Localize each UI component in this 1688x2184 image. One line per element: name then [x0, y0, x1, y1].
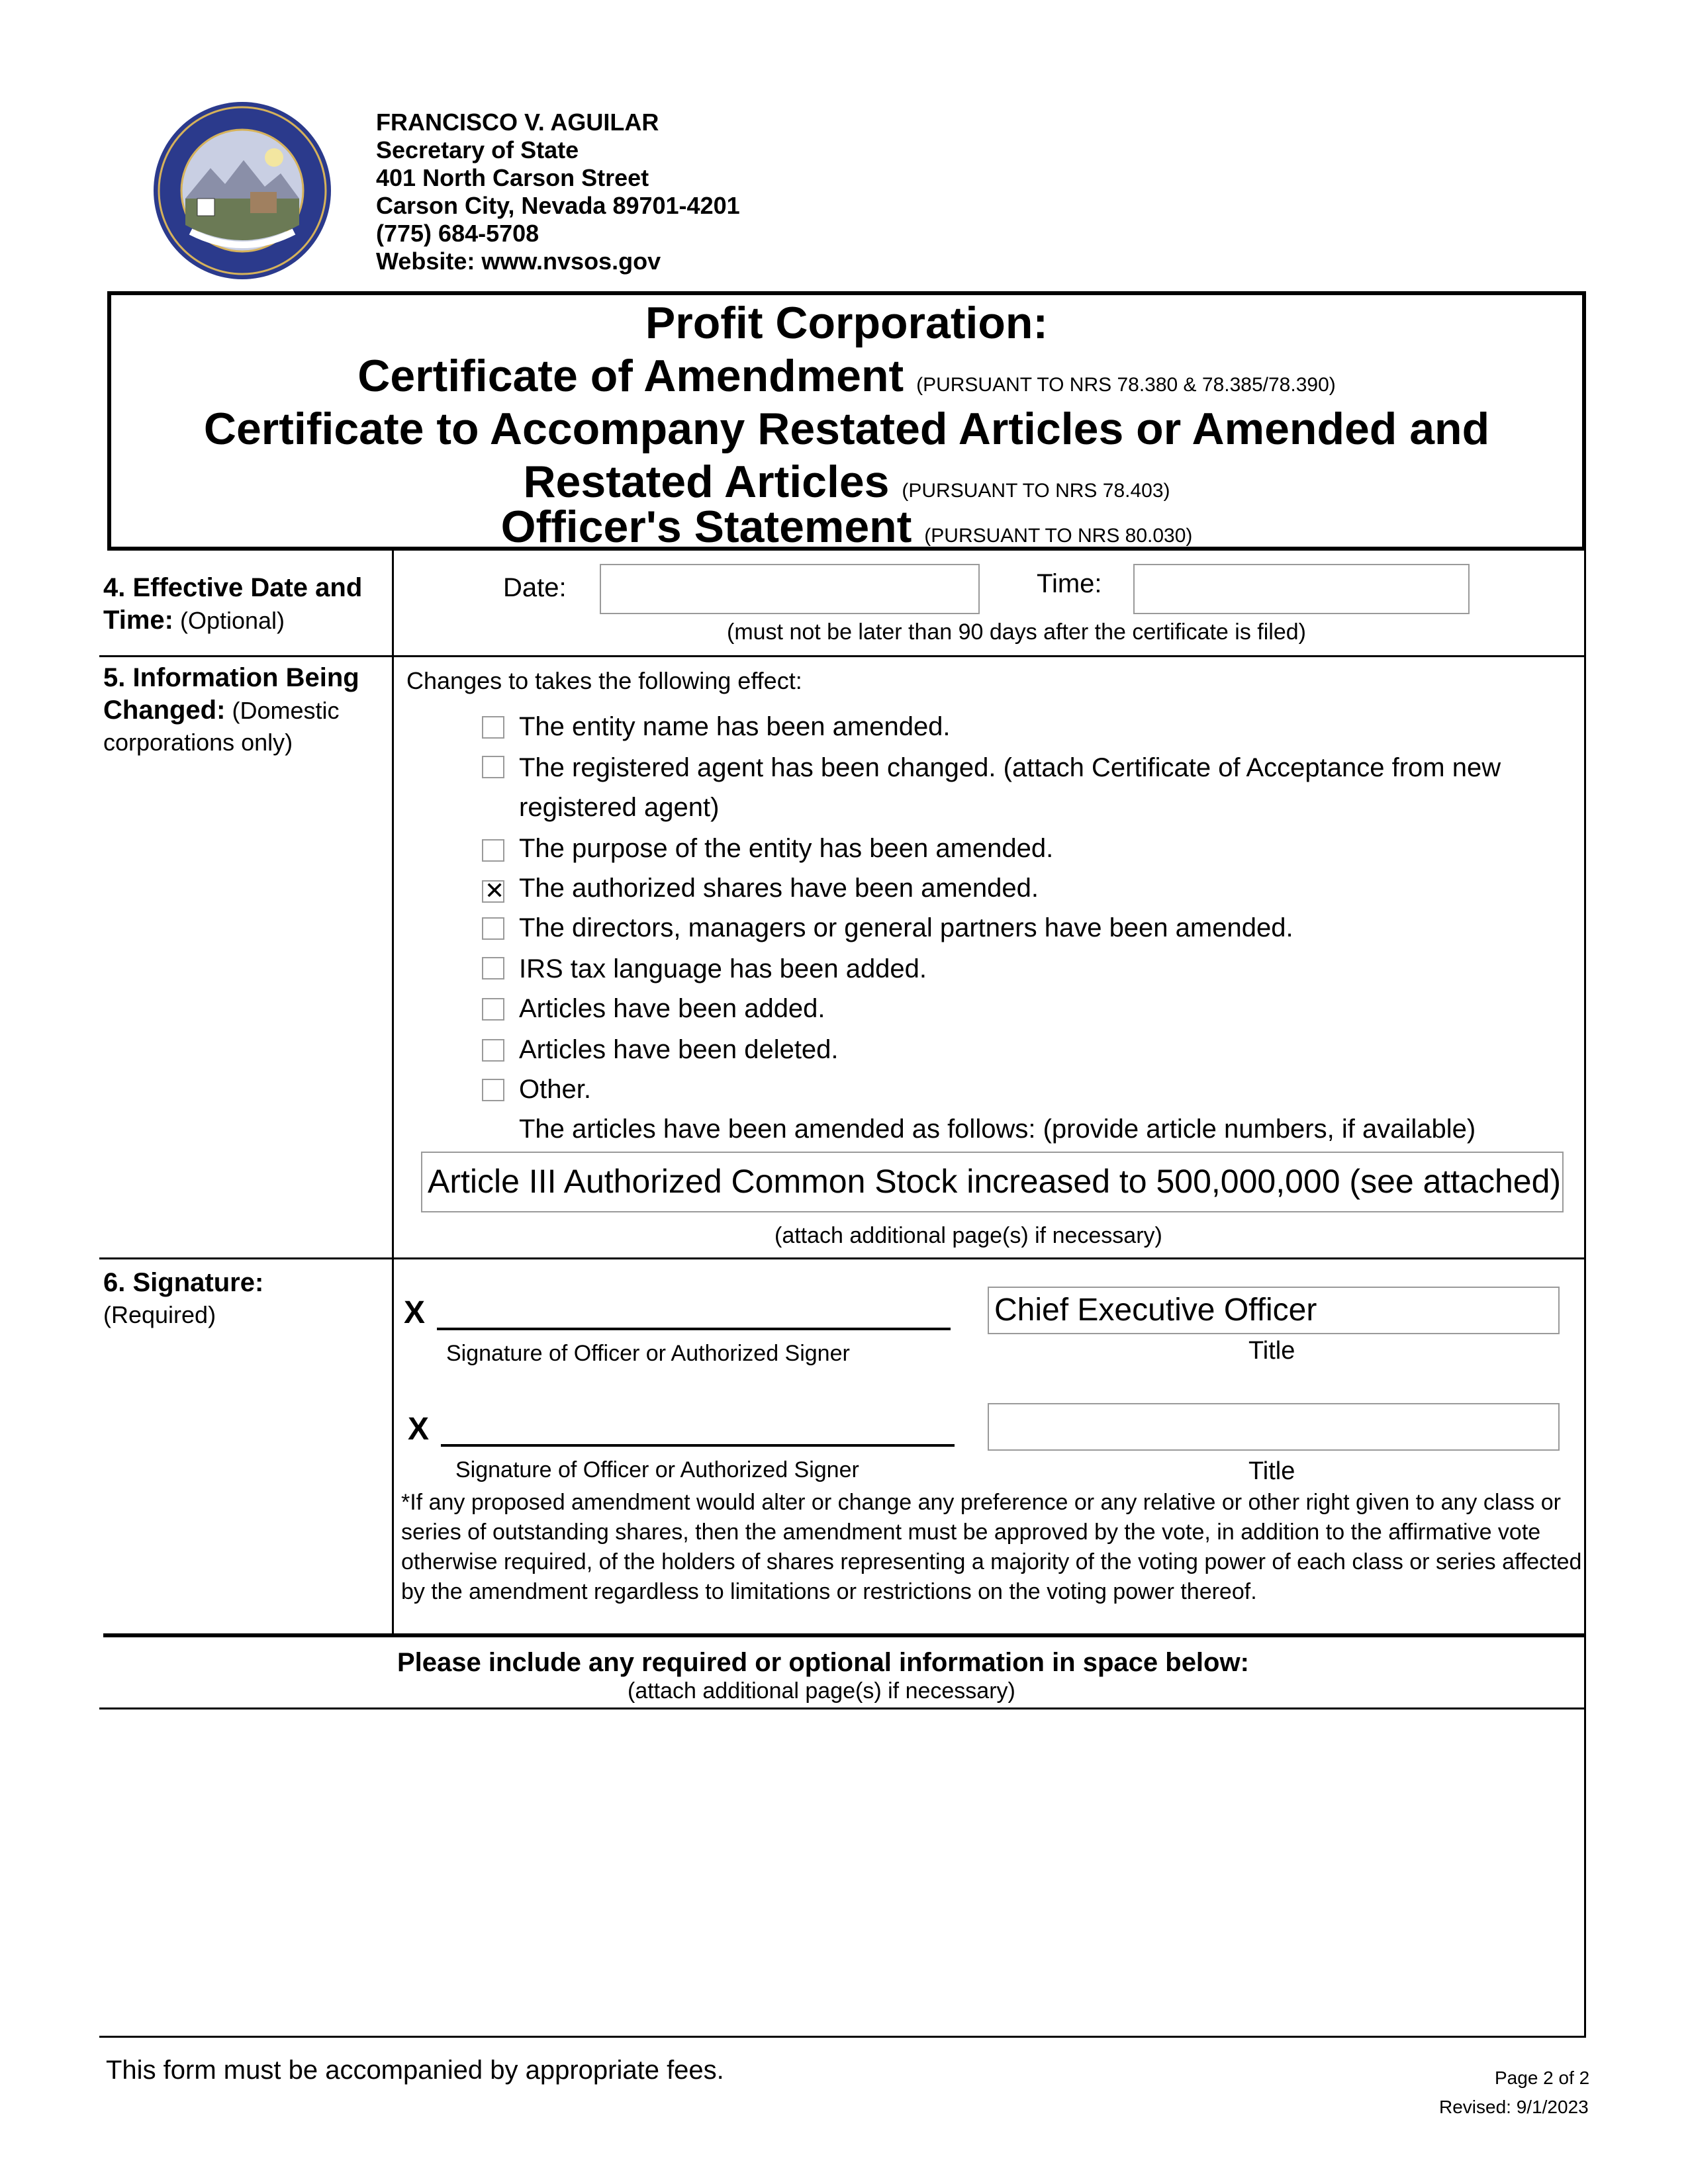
amendment-footnote: *If any proposed amendment would alter or change any preference or any relative or other right given to any class or series of outstanding shares, then the amendment must be approved by the vote, in addition to the affirmative vote otherwise required, of the holders of shares representing a majority of the voting power of each class or series affected by the amendment regardless to limitations or restrictions on the voting power thereof. [401, 1490, 1582, 1604]
checkbox-directors[interactable] [482, 917, 504, 940]
signature-caption-1: Signature of Officer or Authorized Signer [446, 1341, 850, 1366]
revised-date: Revised: 9/1/2023 [1439, 2097, 1589, 2117]
title-line-5-note: (PURSUANT TO NRS 80.030) [924, 525, 1193, 547]
checkbox-articles-added[interactable] [482, 998, 504, 1021]
option-label: The registered agent has been changed. (attach Certificate of Acceptance from new [519, 753, 1501, 782]
attach-note: (attach additional page(s) if necessary) [774, 1223, 1162, 1248]
official-title: Secretary of State [376, 136, 579, 163]
title-line-4: Restated Articles (PURSUANT TO NRS 78.403) [523, 457, 1170, 507]
thick-divider [103, 1633, 1586, 1637]
extra-info-area[interactable] [99, 1710, 1582, 2033]
city-line: Carson City, Nevada 89701-4201 [376, 192, 740, 219]
title-line-2-note: (PURSUANT TO NRS 78.380 & 78.385/78.390) [916, 374, 1336, 396]
time-label: Time: [1037, 569, 1102, 598]
date-label: Date: [503, 573, 567, 602]
signature-line-1[interactable] [437, 1328, 951, 1330]
extra-info-note: (attach additional page(s) if necessary) [628, 1678, 1015, 1704]
date-field[interactable] [600, 564, 980, 614]
option-label: The entity name has been amended. [519, 712, 951, 741]
title-line-3: Certificate to Accompany Restated Articles or Amended and [203, 404, 1490, 454]
signature-x-1: X [404, 1295, 426, 1330]
checkbox-authorized-shares[interactable] [482, 877, 505, 904]
title-field-1[interactable]: Chief Executive Officer [988, 1287, 1560, 1334]
checkbox-articles-deleted[interactable] [482, 1039, 504, 1062]
checkbox-registered-agent[interactable] [482, 756, 504, 778]
label-column-divider [392, 551, 394, 1636]
section-5-label: 5. Information Being Changed: (Domestic corporations only) [103, 663, 359, 756]
title-line-4-note: (PURSUANT TO NRS 78.403) [902, 480, 1170, 502]
title-caption-2: Title [1248, 1457, 1295, 1485]
section-6-label: 6. Signature: (Required) [103, 1268, 264, 1328]
signature-line-2[interactable] [441, 1444, 955, 1447]
amended-intro: The articles have been amended as follows: (provide article numbers, if available) [519, 1115, 1476, 1144]
title-line-1: Profit Corporation: [645, 298, 1049, 348]
date-time-note: (must not be later than 90 days after the certificate is filed) [727, 619, 1306, 645]
changes-intro: Changes to takes the following effect: [406, 667, 802, 694]
fees-notice: This form must be accompanied by appropriate fees. [106, 2056, 724, 2085]
signature-x-2: X [408, 1412, 430, 1447]
title-line-5: Officer's Statement (PURSUANT TO NRS 80.030) [500, 502, 1193, 552]
form-title-box [107, 291, 1586, 551]
title-caption-1: Title [1248, 1337, 1295, 1365]
option-label-continued: registered agent) [519, 793, 720, 822]
title-line-2: Certificate of Amendment (PURSUANT TO NRS 78.380 & 78.385/78.390) [357, 351, 1336, 401]
signature-caption-2: Signature of Officer or Authorized Signer [455, 1457, 859, 1482]
check-mark-icon: ✕ [485, 877, 505, 904]
time-field[interactable] [1133, 564, 1470, 614]
amendment-text-field[interactable]: Article III Authorized Common Stock increased to 500,000,000 (see attached) [421, 1152, 1564, 1212]
option-label: IRS tax language has been added. [519, 954, 927, 983]
secretary-of-state-header [376, 109, 740, 275]
checkbox-purpose[interactable] [482, 839, 504, 862]
title-field-2[interactable] [988, 1403, 1560, 1451]
phone-line: (775) 684-5708 [376, 220, 539, 247]
address-line: 401 North Carson Street [376, 164, 649, 191]
option-label: Other. [519, 1075, 591, 1104]
option-label: The directors, managers or general partners have been amended. [519, 913, 1293, 942]
option-label: Articles have been added. [519, 994, 825, 1023]
official-name: FRANCISCO V. AGUILAR [376, 109, 659, 136]
row-divider-4-5 [99, 655, 1586, 657]
option-label: The purpose of the entity has been amended. [519, 834, 1054, 863]
page-number: Page 2 of 2 [1495, 2068, 1590, 2088]
row-divider-5-6 [99, 1257, 1586, 1259]
extra-info-divider [99, 1707, 1586, 1709]
right-border [1584, 551, 1586, 2037]
extra-info-heading: Please include any required or optional information in space below: [397, 1648, 1249, 1677]
checkbox-entity-name[interactable] [482, 716, 504, 739]
section-4-label: 4. Effective Date and Time: (Optional) [103, 573, 363, 635]
website-line: Website: www.nvsos.gov [376, 248, 661, 275]
checkbox-other[interactable] [482, 1079, 504, 1101]
checkbox-irs-language[interactable] [482, 957, 504, 979]
bottom-border [99, 2036, 1586, 2038]
option-label: Articles have been deleted. [519, 1035, 839, 1064]
option-label: The authorized shares have been amended. [519, 874, 1039, 903]
nevada-state-seal [151, 99, 334, 282]
